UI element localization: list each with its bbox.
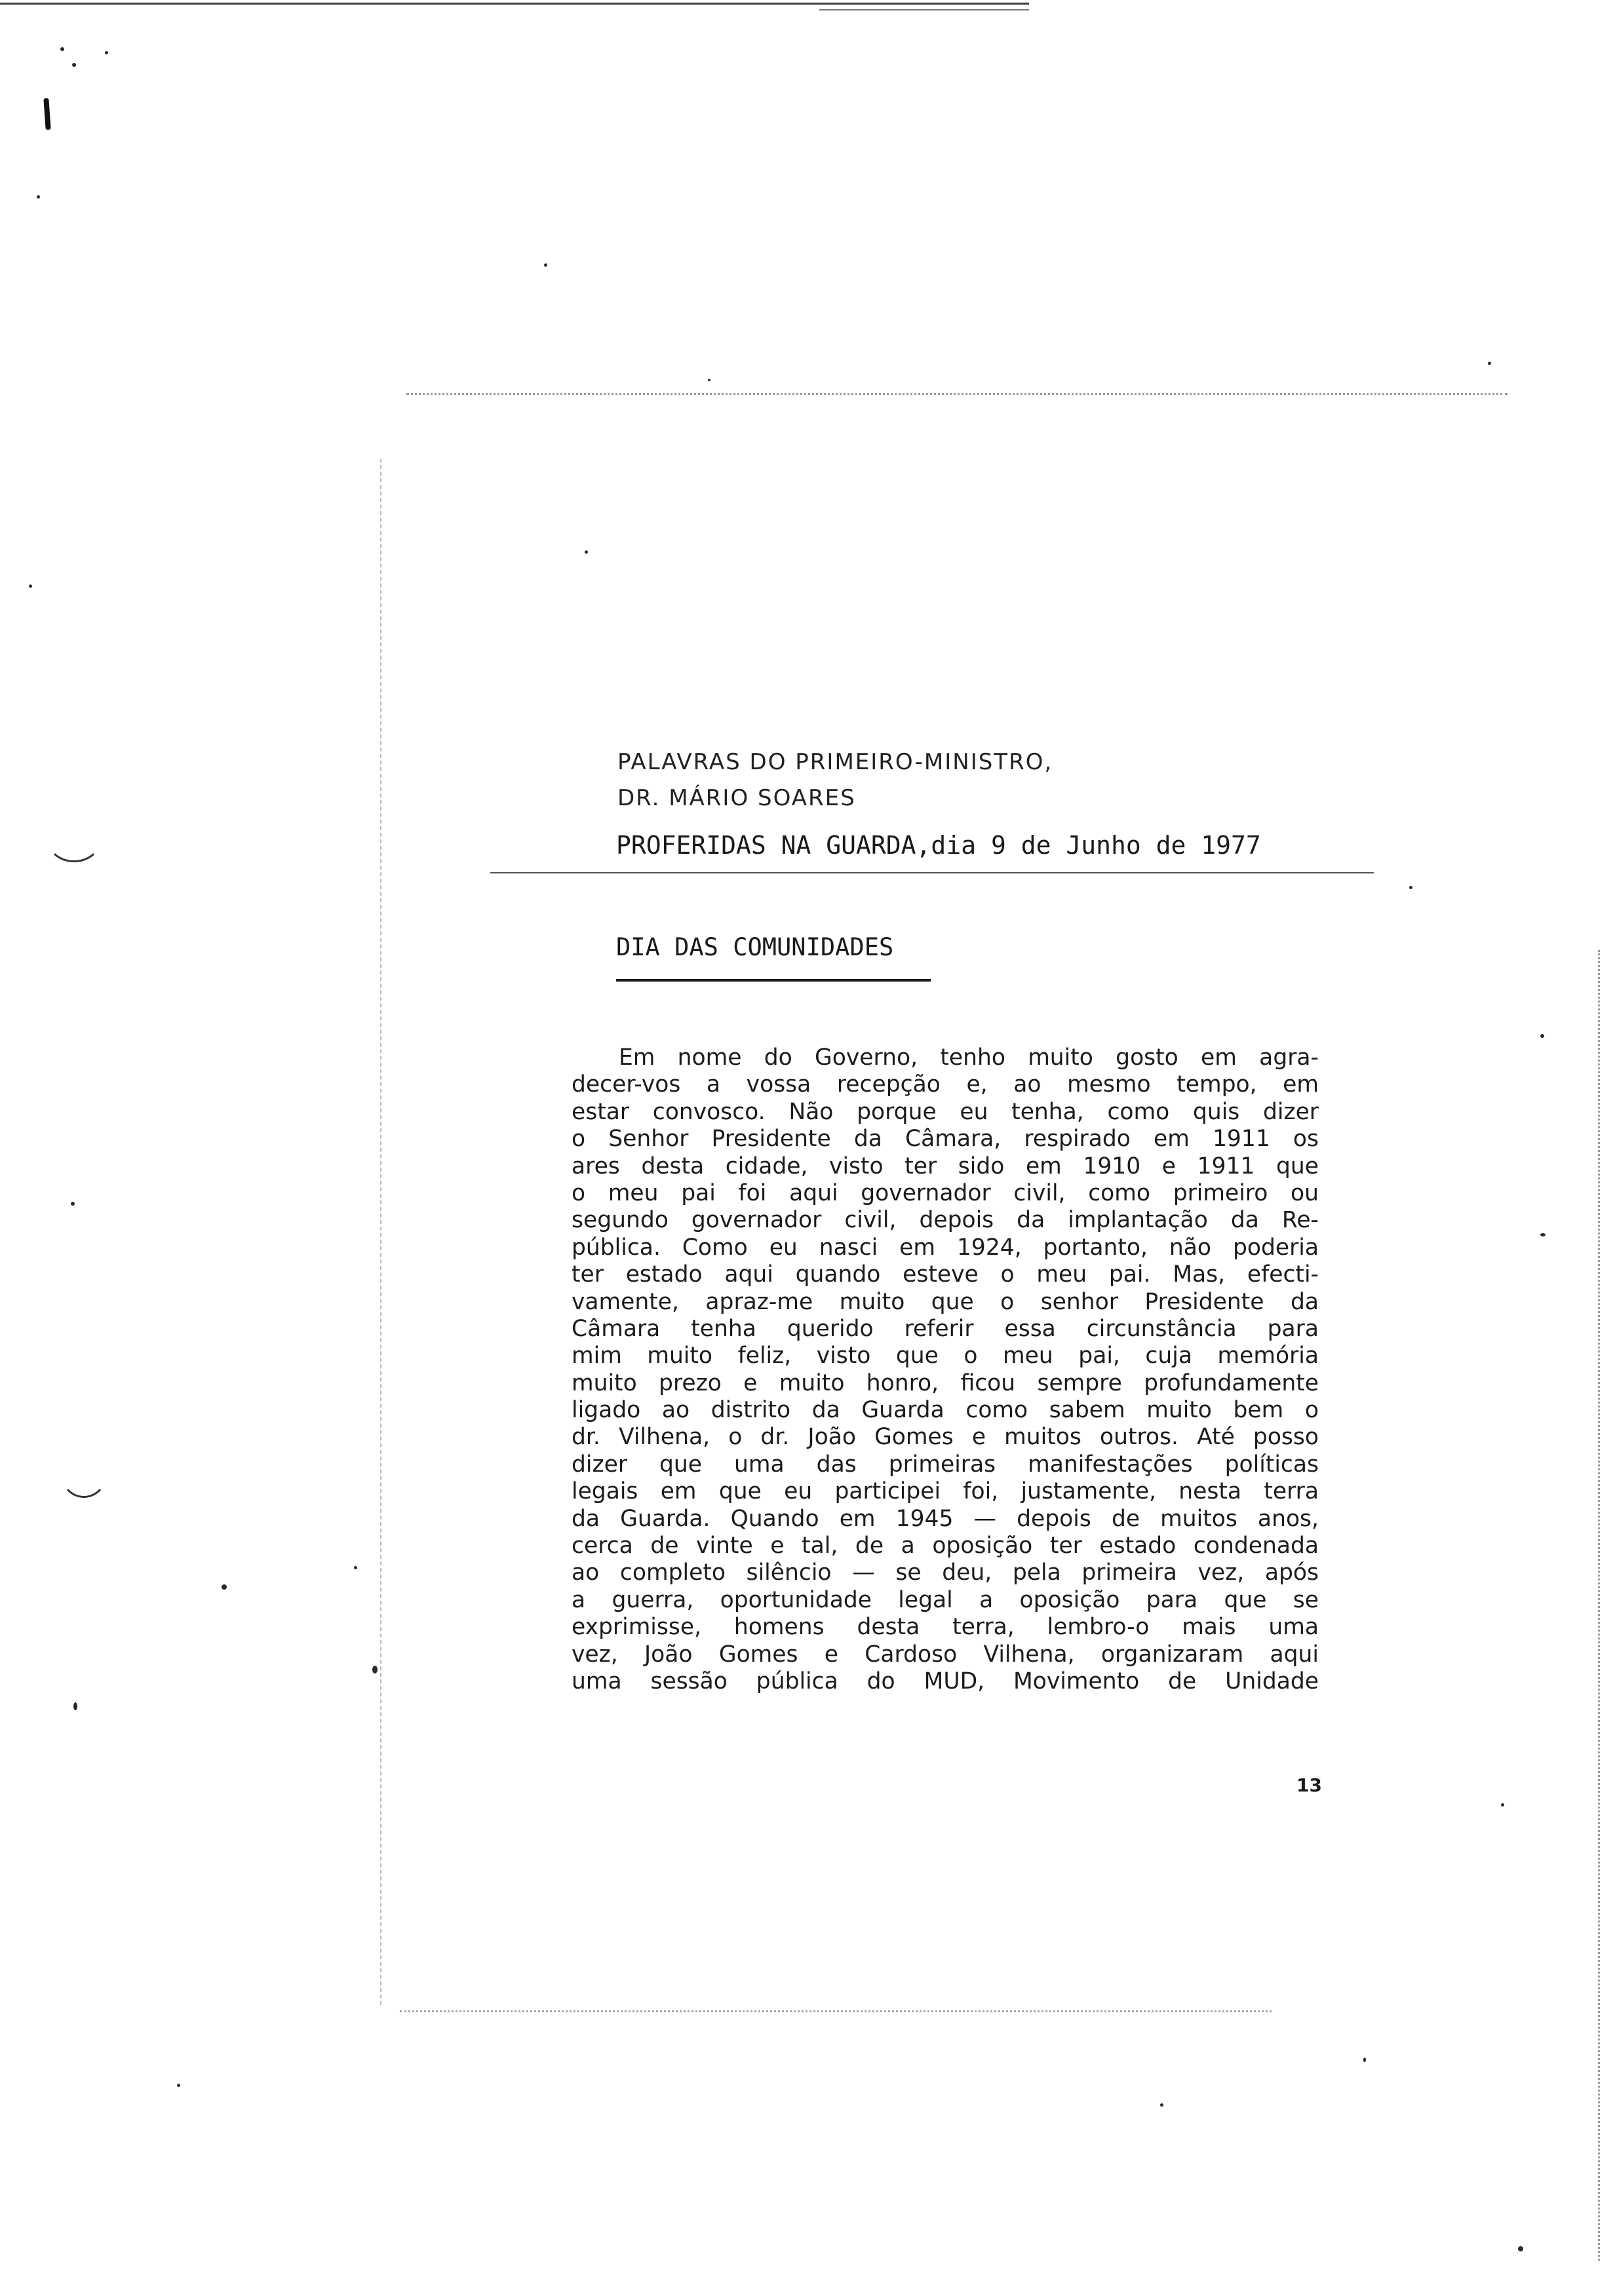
scan-speck (354, 1566, 357, 1569)
scan-speck (372, 1666, 378, 1674)
body-line: cerca de vinte e tal, de a oposição ter estado condenada (572, 1533, 1319, 1559)
body-line: exprimisse, homens desta terra, lembro-o mais uma (572, 1614, 1319, 1641)
subtitle-underline (616, 979, 931, 982)
body-line: a guerra, oportunidade legal a oposição para que se (572, 1586, 1319, 1613)
scan-speck (1518, 2246, 1523, 2251)
body-line: legais em que eu participei foi, justamente, nesta terra (572, 1478, 1319, 1505)
document-heading-line-1: PALAVRAS DO PRIMEIRO-MINISTRO, (617, 749, 1053, 775)
document-subtitle: DIA DAS COMUNIDADES (616, 933, 894, 961)
page-number: 13 (1296, 1774, 1322, 1796)
scan-speck (1160, 2103, 1163, 2107)
body-line: ao completo silêncio — se deu, pela primeira vez, após (572, 1559, 1319, 1586)
page-bottom-edge (400, 2010, 1272, 2012)
body-line: vamente, apraz-me muito que o senhor Presidente da (572, 1288, 1319, 1315)
body-line: mim muito feliz, visto que o meu pai, cuja memória (572, 1343, 1319, 1369)
scan-curve-mark (59, 1442, 109, 1498)
page-left-edge (380, 459, 381, 2005)
body-line: ter estado aqui quando esteve o meu pai. Mas, efecti- (572, 1261, 1319, 1288)
scan-speck (60, 47, 64, 51)
scan-speck (73, 1702, 77, 1710)
scan-speck (1540, 1233, 1546, 1236)
body-line: decer-vos a vossa recepção e, ao mesmo tempo, em (572, 1071, 1319, 1098)
body-line: pública. Como eu nasci em 1924, portanto, não poderia (572, 1234, 1319, 1261)
heading-underline (490, 872, 1374, 873)
scan-speck (72, 63, 76, 67)
scan-mark (43, 98, 50, 130)
scan-speck (37, 195, 40, 199)
document-heading-line-2: DR. MÁRIO SOARES (617, 785, 856, 811)
page-top-edge (406, 393, 1508, 395)
scan-speck (222, 1584, 227, 1590)
scan-speck (708, 379, 710, 381)
scan-speck (105, 51, 108, 54)
scan-speck (177, 2084, 180, 2087)
document-heading-line-3: PROFERIDAS NA GUARDA,dia 9 de Junho de 1977 (616, 831, 1261, 860)
scan-speck (585, 550, 588, 554)
scan-top-edge (0, 3, 1029, 5)
scan-top-edge-secondary (819, 9, 1029, 10)
scan-speck (1488, 362, 1491, 365)
scan-speck (1409, 886, 1412, 889)
body-line: o meu pai foi aqui governador civil, como primeiro ou (572, 1179, 1319, 1206)
body-line: o Senhor Presidente da Câmara, respirado em 1911 os (572, 1126, 1319, 1153)
body-line: muito prezo e muito honro, ficou sempre profundamente (572, 1369, 1319, 1396)
body-line: ares desta cidade, visto ter sido em 1910 e 1911 que (572, 1153, 1319, 1179)
body-line: da Guarda. Quando em 1945 — depois de muitos anos, (572, 1505, 1319, 1532)
body-line: ligado ao distrito da Guarda como sabem muito bem o (572, 1397, 1319, 1424)
body-text (572, 1044, 1319, 1695)
body-line: vez, João Gomes e Cardoso Vilhena, organizaram aqui (572, 1641, 1319, 1668)
body-line: uma sessão pública do MUD, Movimento de Unidade (572, 1668, 1319, 1694)
body-line: Câmara tenha querido referir essa circunstância para (572, 1315, 1319, 1342)
scan-speck (29, 584, 32, 588)
scan-speck (1501, 1803, 1504, 1807)
scan-speck (71, 1202, 75, 1206)
body-line: segundo governador civil, depois da implantação da Re- (572, 1207, 1319, 1234)
body-line: estar convosco. Não porque eu tenha, como quis dizer (572, 1098, 1319, 1125)
scan-speck (1363, 2057, 1366, 2062)
body-line: dr. Vilhena, o dr. João Gomes e muitos outros. Até posso (572, 1424, 1319, 1451)
scan-speck (1540, 1034, 1544, 1038)
page-right-edge (1598, 950, 1600, 2261)
scan-speck (544, 263, 547, 267)
body-line: dizer que uma das primeiras manifestações políticas (572, 1451, 1319, 1478)
scan-curve-mark (46, 813, 102, 862)
body-line: Em nome do Governo, tenho muito gosto em agra- (619, 1044, 1319, 1071)
